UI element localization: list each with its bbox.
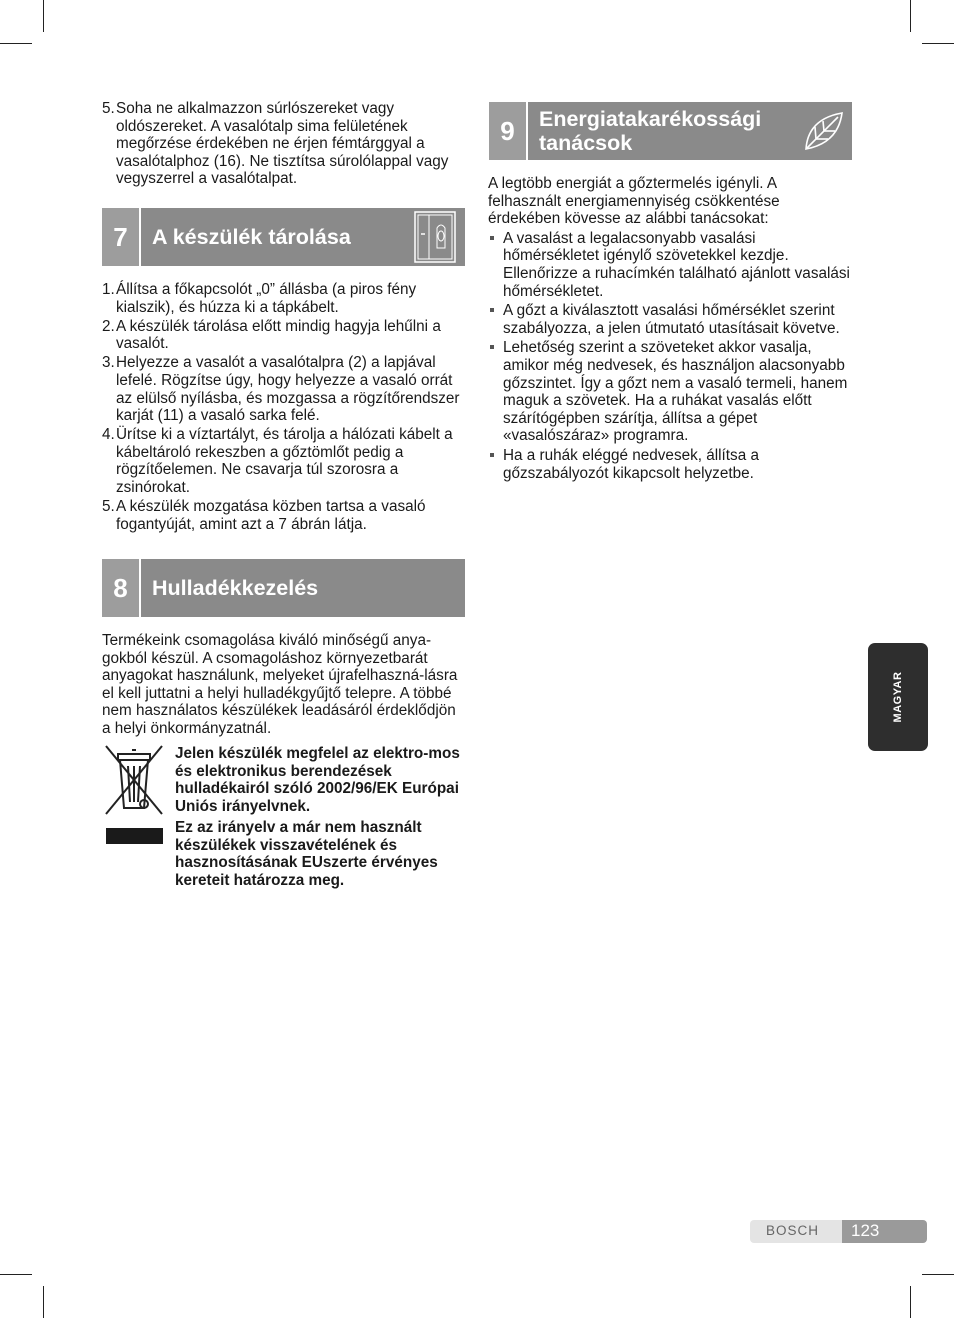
crop-mark — [43, 0, 44, 32]
storage-steps — [102, 281, 465, 535]
list-item: Lehetőség szerint a szöveteket akkor vasalja, amikor még nedvesek, és használjon alacsonyabb gőzszintet. Így a gőzt nem a vasaló termeli, hanem maguk a szövetek. Ha a ruhákat vasalás előtt szárítógépben szárítja, állítsa a gépet «vasalószáraz» programra. — [488, 339, 852, 445]
weee-framework-text: Ez az irányelv a már nem használt készülékek visszavételének és hasznosításának EUszerte érvényes kereteit határozza meg. — [175, 819, 438, 889]
crop-mark — [922, 1274, 954, 1275]
list-item: 2. A készülék tárolása előtt mindig hagyja lehűlni a vasalót. — [102, 317, 441, 353]
cleaning-list — [102, 100, 465, 189]
crop-mark — [43, 1286, 44, 1318]
list-item: 4. Ürítse ki a víztartályt, és tárolja a hálózati kábelt a kábeltároló rekeszben a gőztömlőt pedig a rögzítőelemen. Ne csavarja túl szorosra a zsinórokat. — [102, 426, 453, 497]
page-number: 123 — [851, 1221, 880, 1240]
section-title: Energiatakarékossági tanácsok — [539, 107, 762, 155]
list-item: A vasalást a legalacsonyabb vasalási hőmérsékletet igénylő szövetekkel kezdje. Ellenőrizze a ruhacímkén található ajánlott vasalási hőmérsékletet. — [488, 230, 852, 300]
weee-directive-text: Jelen készülék megfelel az elektro-mos és elektronikus berendezések hulladékairól szóló 2002/96/EK Európai Uniós irányelvnek. — [175, 745, 460, 815]
list-item: A gőzt a kiválasztott vasalási hőmérséklet szerint szabályozza, a jelen útmutató utasításait követve. — [488, 302, 852, 337]
section-7-header — [102, 208, 465, 266]
brand-name: BOSCH — [766, 1223, 820, 1238]
list-item: 5. Soha ne alkalmazzon súrlószereket vagy oldószereket. A vasalótalp sima felületének megőrzése érdekében ne érjen fémtárggyal a vasalótalphoz (16). Ne tisztítsa súrolólappal vagy vegyszerrel a vasalótalpat. — [102, 100, 449, 188]
language-label: MAGYAR — [892, 671, 904, 723]
section-number: 9 — [489, 102, 528, 160]
crop-mark — [0, 43, 32, 44]
list-item: 3. Helyezze a vasalót a vasalótalpra (2) a lapjával lefelé. Rögzítse úgy, hogy helyezze a vasaló orrát az elülső nyílásba, és mozgassa a rögzítőrendszer karját (11) a vasaló sarka felé. — [102, 354, 460, 425]
crop-mark — [910, 1286, 911, 1318]
list-item: Ha a ruhák eléggé nedvesek, állítsa a gőzszabályozót kikapcsolt helyzetbe. — [488, 447, 852, 482]
section-8-header — [102, 559, 465, 617]
section-title: Hulladékkezelés — [152, 576, 319, 600]
language-tab — [868, 643, 928, 751]
section-9-header — [489, 102, 852, 160]
footer-brand-box — [750, 1220, 842, 1243]
section-number: 7 — [102, 208, 141, 266]
section-number: 8 — [102, 559, 141, 617]
list-item: 1. Állítsa a főkapcsolót „0” állásba (a piros fény kialszik), és húzza ki a tápkábelt. — [102, 281, 417, 316]
storage-cabinet-icon — [407, 208, 465, 266]
footer-page-box — [842, 1220, 927, 1243]
crop-mark — [922, 43, 954, 44]
intro-text: A legtöbb energiát a gőztermelés igényli. A felhasznált energiamennyiség csökkentése érdekében kövesse az alábbi tanácsokat: — [488, 175, 780, 228]
list-item: 5. A készülék mozgatása közben tartsa a vasaló fogantyúját, amint azt a 7 ábrán látja. — [102, 498, 426, 533]
leaf-icon — [802, 109, 846, 153]
crop-mark — [0, 1274, 32, 1275]
crop-mark — [910, 0, 911, 32]
crossed-out-bin-icon — [104, 744, 164, 846]
section-title: A készülék tárolása — [152, 225, 351, 249]
disposal-paragraph: Termékeink csomagolása kiváló minőségű anya-gokból készül. A csomagoláshoz környezetbarát anyagokat használunk, melyeket újrafelhaszná-lásra el kell juttatni a helyi hulladékgyűjtő telepre. A többé nem használatos készülékek leadásáról érdeklődjön a helyi önkormányzatnál. — [102, 632, 458, 737]
energy-tips — [488, 175, 852, 484]
